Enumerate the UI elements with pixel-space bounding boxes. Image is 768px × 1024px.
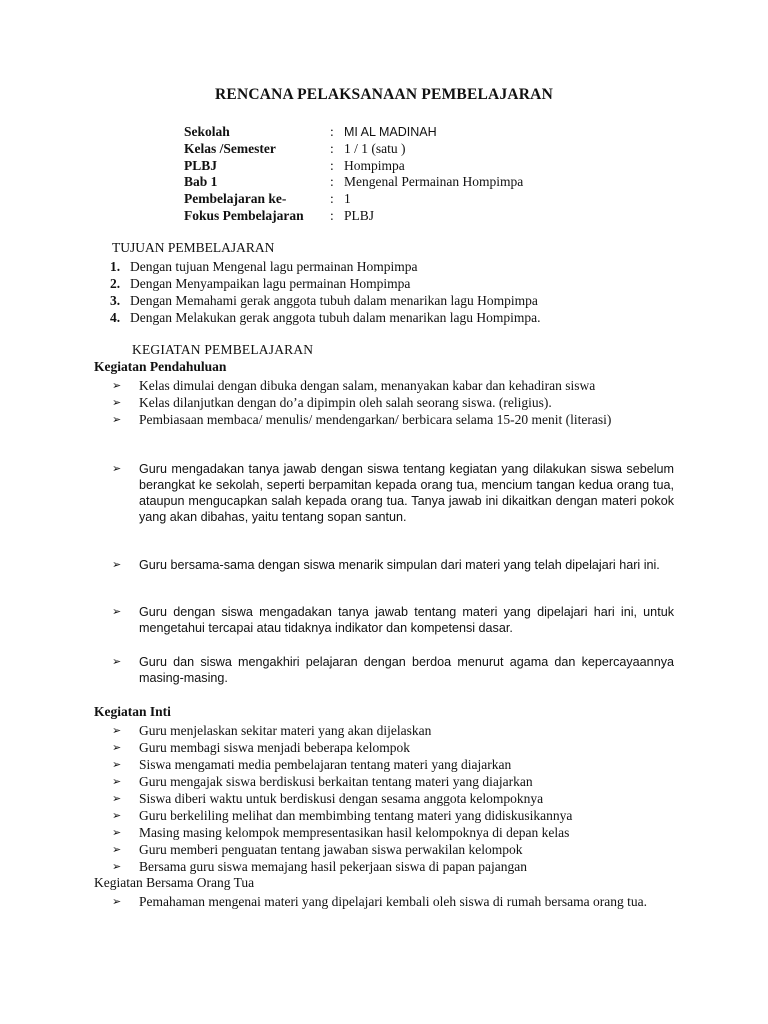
item-text: Siswa mengamati media pembelajaran tentang materi yang diajarkan [139, 757, 512, 772]
list-item [112, 841, 674, 858]
pendahuluan-list-continued [112, 604, 674, 636]
arrowhead-bullet-icon: ➢ [112, 809, 122, 822]
info-block [184, 124, 523, 225]
list-item [112, 654, 674, 686]
item-text: Masing masing kelompok mempresentasikan hasil kelompoknya di depan kelas [139, 825, 570, 840]
list-item [112, 394, 674, 411]
pendahuluan-list-continued [112, 461, 674, 525]
item-text: Kelas dilanjutkan dengan do’a dipimpin oleh salah seorang siswa. (religius). [139, 395, 552, 410]
item-text: Guru memberi penguatan tentang jawaban siswa perwakilan kelompok [139, 842, 523, 857]
document-title: RENCANA PELAKSANAAN PEMBELAJARAN [215, 86, 553, 103]
tujuan-list [110, 258, 541, 326]
item-text: Guru mengadakan tanya jawab dengan siswa tentang kegiatan yang dilakukan siswa sebelum berangkat ke sekolah, seperti berpamitan kepada orang tua, mencium tangan kedua orang tua, ataupun mengucapkan salah kepada orang tua. Tanya jawab ini dikaitkan dengan materi pokok yang akan dibahas, yaitu tentang sopan santun. [139, 462, 674, 524]
arrowhead-bullet-icon: ➢ [112, 758, 122, 771]
arrowhead-bullet-icon: ➢ [112, 558, 122, 571]
item-text: Guru bersama-sama dengan siswa menarik simpulan dari materi yang telah dipelajari hari ini. [139, 558, 660, 572]
item-text: Dengan Memahami gerak anggota tubuh dalam menarikan lagu Hompimpa [130, 293, 538, 308]
list-item [112, 773, 674, 790]
info-label: Kelas /Semester [184, 140, 276, 156]
item-text: Guru berkeliling melihat dan membimbing tentang materi yang didiskusikannya [139, 808, 573, 823]
arrowhead-bullet-icon: ➢ [112, 826, 122, 839]
info-colon: : [330, 124, 334, 139]
item-number: 4. [110, 310, 121, 325]
arrowhead-bullet-icon: ➢ [112, 655, 122, 668]
arrowhead-bullet-icon: ➢ [112, 741, 122, 754]
arrowhead-bullet-icon: ➢ [112, 895, 122, 908]
item-text: Guru mengajak siswa berdiskusi berkaitan tentang materi yang diajarkan [139, 774, 533, 789]
info-label: Pembelajaran ke- [184, 191, 287, 207]
list-item [112, 722, 674, 739]
item-text: Dengan Menyampaikan lagu permainan Hompimpa [130, 276, 411, 291]
arrowhead-bullet-icon: ➢ [112, 792, 122, 805]
orang-tua-list [112, 893, 674, 910]
list-item [112, 790, 674, 807]
arrowhead-bullet-icon: ➢ [112, 413, 122, 426]
orang-tua-heading: Kegiatan Bersama Orang Tua [94, 875, 255, 890]
pendahuluan-heading: Kegiatan Pendahuluan [94, 359, 227, 374]
arrowhead-bullet-icon: ➢ [112, 396, 122, 409]
pendahuluan-list [112, 377, 674, 428]
item-text: Dengan Melakukan gerak anggota tubuh dalam menarikan lagu Hompimpa. [130, 310, 541, 325]
info-row-fokus [184, 208, 523, 225]
info-value: Hompimpa [344, 157, 405, 173]
list-item [112, 604, 674, 636]
item-text: Kelas dimulai dengan dibuka dengan salam, menanyakan kabar dan kehadiran siswa [139, 378, 596, 393]
kegiatan-heading: KEGIATAN PEMBELAJARAN [132, 342, 314, 357]
item-text: Pemahaman mengenai materi yang dipelajari kembali oleh siswa di rumah bersama orang tua. [139, 894, 647, 909]
item-text: Guru dan siswa mengakhiri pelajaran dengan berdoa menurut agama dan kepercayaannya masing-masing. [139, 655, 674, 685]
item-text: Pembiasaan membaca/ menulis/ mendengarkan/ berbicara selama 15-20 menit (literasi) [139, 412, 612, 427]
item-text: Guru menjelaskan sekitar materi yang akan dijelaskan [139, 723, 432, 738]
item-number: 3. [110, 293, 121, 308]
tujuan-item [110, 292, 541, 309]
info-row-kelas [184, 141, 523, 158]
item-text: Bersama guru siswa memajang hasil pekerjaan siswa di papan pajangan [139, 859, 527, 874]
info-colon: : [330, 191, 334, 207]
info-row-sekolah [184, 124, 523, 141]
arrowhead-bullet-icon: ➢ [112, 605, 122, 618]
item-number: 1. [110, 259, 121, 274]
tujuan-item [110, 258, 541, 275]
tujuan-item [110, 309, 541, 326]
list-item [112, 739, 674, 756]
info-value: Mengenal Permainan Hompimpa [344, 174, 524, 190]
arrowhead-bullet-icon: ➢ [112, 843, 122, 856]
info-colon: : [330, 207, 334, 223]
info-value: 1 [344, 191, 351, 207]
info-row-plbj [184, 158, 523, 175]
arrowhead-bullet-icon: ➢ [112, 379, 122, 392]
item-text: Dengan tujuan Mengenal lagu permainan Hompimpa [130, 259, 418, 274]
tujuan-item [110, 275, 541, 292]
list-item [112, 461, 674, 525]
pendahuluan-list-continued [112, 557, 674, 573]
info-row-bab [184, 174, 523, 191]
tujuan-heading: TUJUAN PEMBELAJARAN [112, 240, 275, 255]
info-label: PLBJ [184, 157, 218, 173]
list-item [112, 824, 674, 841]
item-text: Guru dengan siswa mengadakan tanya jawab tentang materi yang dipelajari hari ini, untuk mengetahui tercapai atau tidaknya indikator dan kompetensi dasar. [139, 605, 674, 635]
list-item [112, 807, 674, 824]
item-text: Guru membagi siswa menjadi beberapa kelompok [139, 740, 411, 755]
info-label: Bab 1 [184, 174, 218, 190]
list-item [112, 557, 674, 573]
item-number: 2. [110, 276, 121, 291]
list-item [112, 756, 674, 773]
info-colon: : [330, 157, 334, 173]
arrowhead-bullet-icon: ➢ [112, 462, 122, 475]
info-row-pembelajaran-ke [184, 191, 523, 208]
pendahuluan-list-continued [112, 654, 674, 686]
info-label: Fokus Pembelajaran [184, 207, 304, 223]
info-value: 1 / 1 (satu ) [344, 140, 406, 156]
arrowhead-bullet-icon: ➢ [112, 724, 122, 737]
list-item [112, 893, 674, 910]
info-value: PLBJ [344, 207, 375, 223]
list-item [112, 377, 674, 394]
arrowhead-bullet-icon: ➢ [112, 860, 122, 873]
inti-heading: Kegiatan Inti [94, 704, 171, 719]
list-item [112, 858, 674, 875]
item-text: Siswa diberi waktu untuk berdiskusi dengan sesama anggota kelompoknya [139, 791, 544, 806]
info-colon: : [330, 140, 334, 156]
list-item [112, 411, 674, 428]
info-colon: : [330, 174, 334, 190]
arrowhead-bullet-icon: ➢ [112, 775, 122, 788]
inti-list [112, 722, 674, 875]
info-label: Sekolah [184, 124, 230, 139]
info-value: MI AL MADINAH [344, 125, 437, 139]
